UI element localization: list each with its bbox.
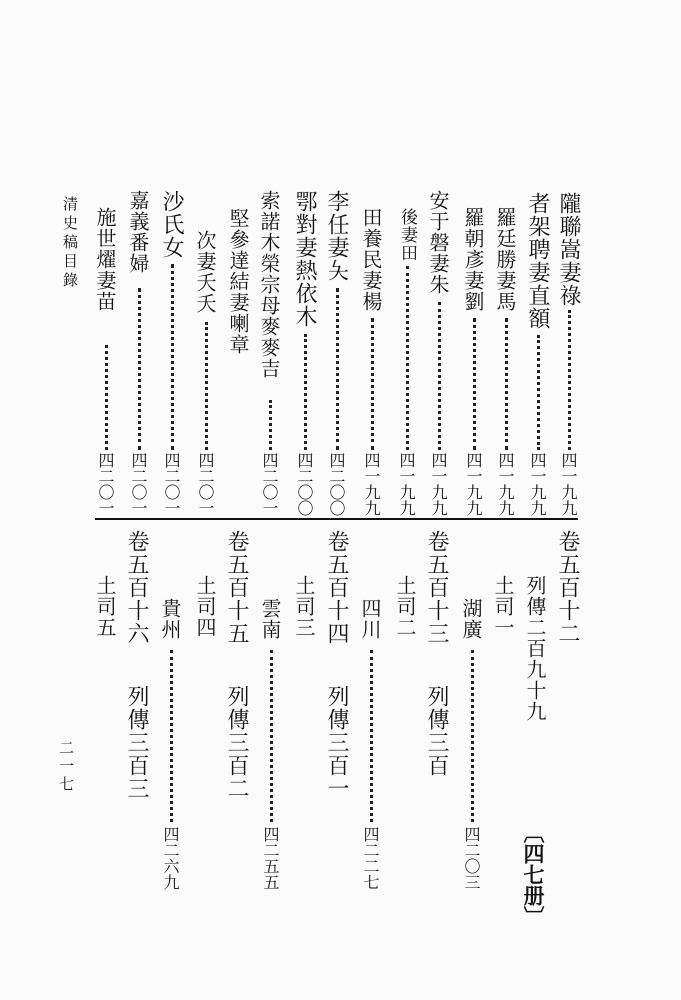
entry-page-9: 四二〇〇 — [295, 452, 314, 516]
juan-514: 卷五百十四 — [324, 530, 349, 645]
entry-page-12: 四二〇一 — [196, 452, 215, 516]
liezhuan-299: 列傳二百九十九 — [523, 575, 547, 722]
leader-dots — [105, 345, 108, 450]
entry-title-2: 者架聘妻直額 — [525, 192, 550, 330]
entry-title-8: 李任妻夨 — [324, 190, 349, 282]
leader-dots — [505, 318, 508, 450]
leader-dots — [371, 318, 374, 450]
entry-title-5: 安于磐妻朱 — [426, 190, 450, 295]
tusi-5: 土司五 — [93, 575, 117, 638]
entry-page-14: 四二〇一 — [129, 452, 148, 516]
entry-page-4: 四一九九 — [464, 452, 483, 516]
yunnan: 雲南 — [258, 598, 282, 640]
leader-dots — [537, 335, 540, 450]
tusi-3: 土司三 — [292, 575, 316, 638]
liezhuan-301: 列傳三百一 — [324, 685, 349, 800]
entry-page-15: 四二〇一 — [96, 452, 115, 516]
liezhuan-303: 列傳三百三 — [124, 685, 149, 800]
entry-title-12: 次妻夭夭 — [193, 230, 217, 314]
entry-page-2: 四一九九 — [528, 452, 547, 516]
leader-dots — [406, 266, 409, 450]
tusi-4: 土司四 — [193, 575, 217, 638]
page-number: 二一七 — [57, 740, 75, 794]
entry-page-6: 四一九九 — [397, 452, 416, 516]
juan-515: 卷五百十五 — [224, 530, 249, 645]
sichuan-page: 四二二七 — [361, 826, 380, 890]
entry-title-11: 堅參達結妻喇章 — [226, 208, 250, 355]
entry-title-4: 羅朝彥妻劉 — [461, 207, 485, 312]
leader-dots — [370, 650, 373, 822]
leader-dots — [205, 322, 208, 450]
leader-dots — [336, 288, 339, 450]
juan-512: 卷五百十二 — [555, 530, 580, 645]
leader-dots — [138, 288, 141, 450]
leader-dots — [269, 400, 272, 450]
entry-title-6: 後妻田 — [397, 208, 417, 262]
guizhou: 貴州 — [158, 598, 182, 640]
entry-page-7: 四一九九 — [362, 452, 381, 516]
volume-mark: 〔四七册〕 — [521, 822, 546, 927]
leader-dots — [170, 650, 173, 822]
leader-dots — [568, 310, 571, 450]
juan-516: 卷五百十六 — [124, 530, 149, 645]
entry-title-9: 鄂對妻熱依木 — [292, 190, 317, 328]
entry-title-15: 施世燿妻苗 — [93, 207, 117, 312]
leader-dots — [473, 318, 476, 450]
leader-dots — [270, 650, 273, 822]
leader-dots — [438, 302, 441, 450]
guizhou-page: 四二六九 — [161, 826, 180, 890]
tusi-2: 土司二 — [393, 575, 417, 638]
entry-title-7: 田養民妻楊 — [359, 207, 383, 312]
entry-page-3: 四一九九 — [496, 452, 515, 516]
entry-title-10: 索諾木榮宗母麥麥吉 — [257, 190, 281, 379]
liezhuan-302: 列傳三百二 — [224, 685, 249, 800]
entry-title-3: 羅廷勝妻馬 — [493, 207, 517, 312]
sichuan: 四川 — [358, 598, 382, 640]
entry-title-13: 沙氏女 — [159, 190, 184, 259]
entry-page-10: 四二〇一 — [260, 452, 279, 516]
entry-title-14: 嘉義番婦 — [126, 190, 150, 274]
tusi-1: 土司一 — [491, 575, 515, 638]
entry-page-8: 四二〇〇 — [327, 452, 346, 516]
huguang: 湖廣 — [459, 598, 483, 640]
entry-page-13: 四二〇一 — [162, 452, 181, 516]
running-header: 清史稿目錄 — [61, 196, 79, 291]
liezhuan-300: 列傳三百 — [424, 685, 449, 777]
entry-page-1: 四一九九 — [559, 452, 578, 516]
huguang-page: 四二〇三 — [462, 826, 481, 890]
leader-dots — [304, 334, 307, 450]
entry-title-1: 隴聯嵩妻祿 — [556, 192, 581, 307]
entry-page-5: 四一九九 — [429, 452, 448, 516]
yunnan-page: 四二五五 — [261, 826, 280, 890]
leader-dots — [171, 264, 174, 450]
leader-dots — [471, 650, 474, 822]
section-divider — [95, 518, 578, 520]
juan-513: 卷五百十三 — [424, 530, 449, 645]
